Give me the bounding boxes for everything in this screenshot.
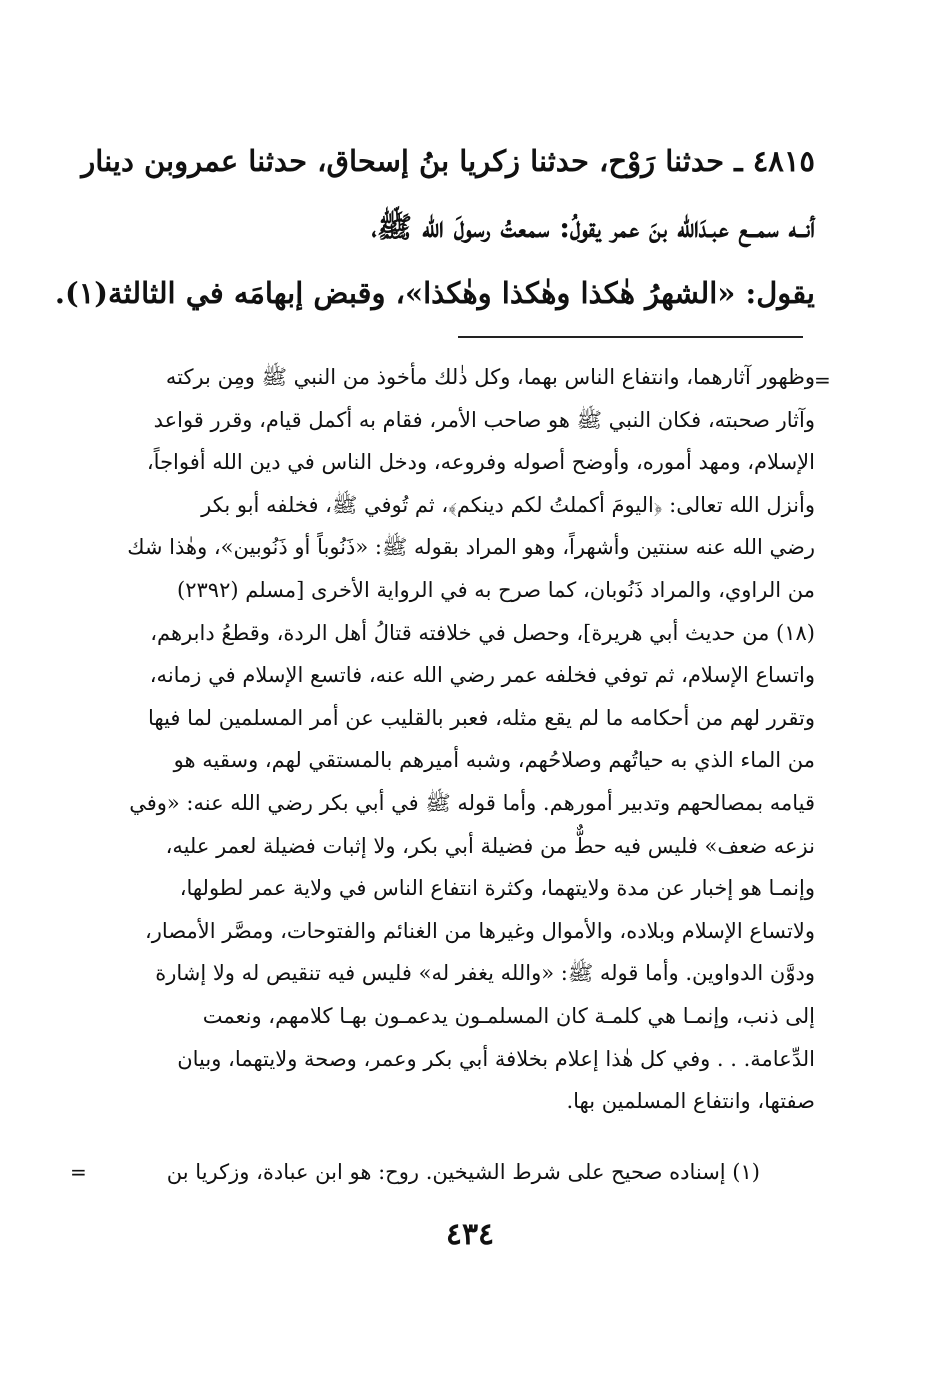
footnote-continuation-mark: = [70,1160,87,1184]
commentary-line: نزعه ضعف» فليس فيه حطٌّ من فضيلة أبي بكر، ولا إثبات فضيلة لعمر عليه، [165,833,815,858]
commentary-line: (١٨) من حديث أبي هريرة]، وحصل في خلافته قتالُ أهل الردة، وقطعُ دابرهم، [150,620,815,645]
commentary-text [95,356,815,1123]
commentary-line: وتقرر لهم من أحكامه ما لم يقع مثله، فعبر بالقليب عن أمر المسلمين لما فيها [147,705,815,730]
commentary-line: وآثار صحبته، فكان النبي ﷺ هو صاحب الأمر، فقام به أكمل قيام، وقرر قواعد [153,407,815,432]
commentary-line: من الماء الذي به حياتُهم وصلاحُهم، وشبه أميرهم بالمستقي لهم، وسقيه هو [173,748,815,773]
commentary-line: واتساع الإسلام، ثم توفي فخلفه عمر رضي الله عنه، فاتسع الإسلام في زمانه، [149,663,815,688]
commentary-line: وأنزل الله تعالى: ﴿اليومَ أكملتُ لكم دينكم﴾، ثم تُوفي ﷺ، فخلفه أبو بكر [201,492,815,517]
commentary-continuation-mark: = [814,368,831,392]
commentary-line: وظهور آثارهما، وانتفاع الناس بهما، وكل ذٰلك مأخوذ من النبي ﷺ ومِن بركته [165,365,815,389]
commentary-line: إلى ذنب، وإنمـا هي كلمـة كان المسلمـون يدعمـون بهـا كلامهم، ونعمت [202,1003,815,1028]
commentary-line: وإنمـا هو إخبار عن مدة ولايتهما، وكثرة انتفاع الناس في ولاية عمر لطولها، [179,876,815,901]
commentary-line: ولاتساع الإسلام وبلاده، والأموال وغيرها من الغنائم والفتوحات، ومصَّر الأمصار، [145,918,815,943]
hadith-line: ٤٨١٥ ـ حدثنا رَوْح، حدثنا زكريا بنُ إسحاق، حدثنا عمروبن دينار [81,144,815,178]
commentary-line: رضي الله عنه سنتين وأشهراً، وهو المراد بقوله ﷺ: «ذَنُوباً أو ذَنُوبين»، وهٰذا شك [127,535,815,560]
hadith-text [54,128,815,326]
page-number: ٤٣٤ [445,1217,495,1252]
commentary-line: من الراوي، والمراد ذَنُوبان، كما صرح به في الرواية الأخرى [مسلم (٢٣٩٢) [177,577,815,602]
commentary-line: الإسلام، ومهد أموره، وأوضح أصوله وفروعه، ودخل الناس في دين الله أفواجاً، [146,450,815,475]
hadith-line: أنــه سمــع عبـدَالله بنَ عمر يقولُ: سمعتُ رسولَ الله ﷺ، [371,210,815,244]
commentary-line: ودوَّن الدواوين. وأما قوله ﷺ: «والله يغفر له» فليس فيه تنقيص له ولا إشارة [155,961,815,986]
commentary-line: قيامه بمصالحهم وتدبير أمورهم. وأما قوله ﷺ في أبي بكر رضي الله عنه: «وفي [129,790,815,815]
hadith-line: يقول: «الشهرُ هٰكذا وهٰكذا وهٰكذا»، وقبض إبهامَه في الثالثة(١). [54,276,815,310]
footnote-1: (١) إسناده صحيح على شرط الشيخين. روح: هو ابن عبادة، وزكريا بن [166,1160,760,1184]
footnote-separator [458,336,803,338]
commentary-line: صفتها، وانتفاع المسلمين بها. [566,1089,815,1114]
commentary-line: الدِّعامة. . . وفي كل هٰذا إعلام بخلافة أبي بكر وعمر، وصحة ولايتهما، وبيان [177,1046,815,1071]
